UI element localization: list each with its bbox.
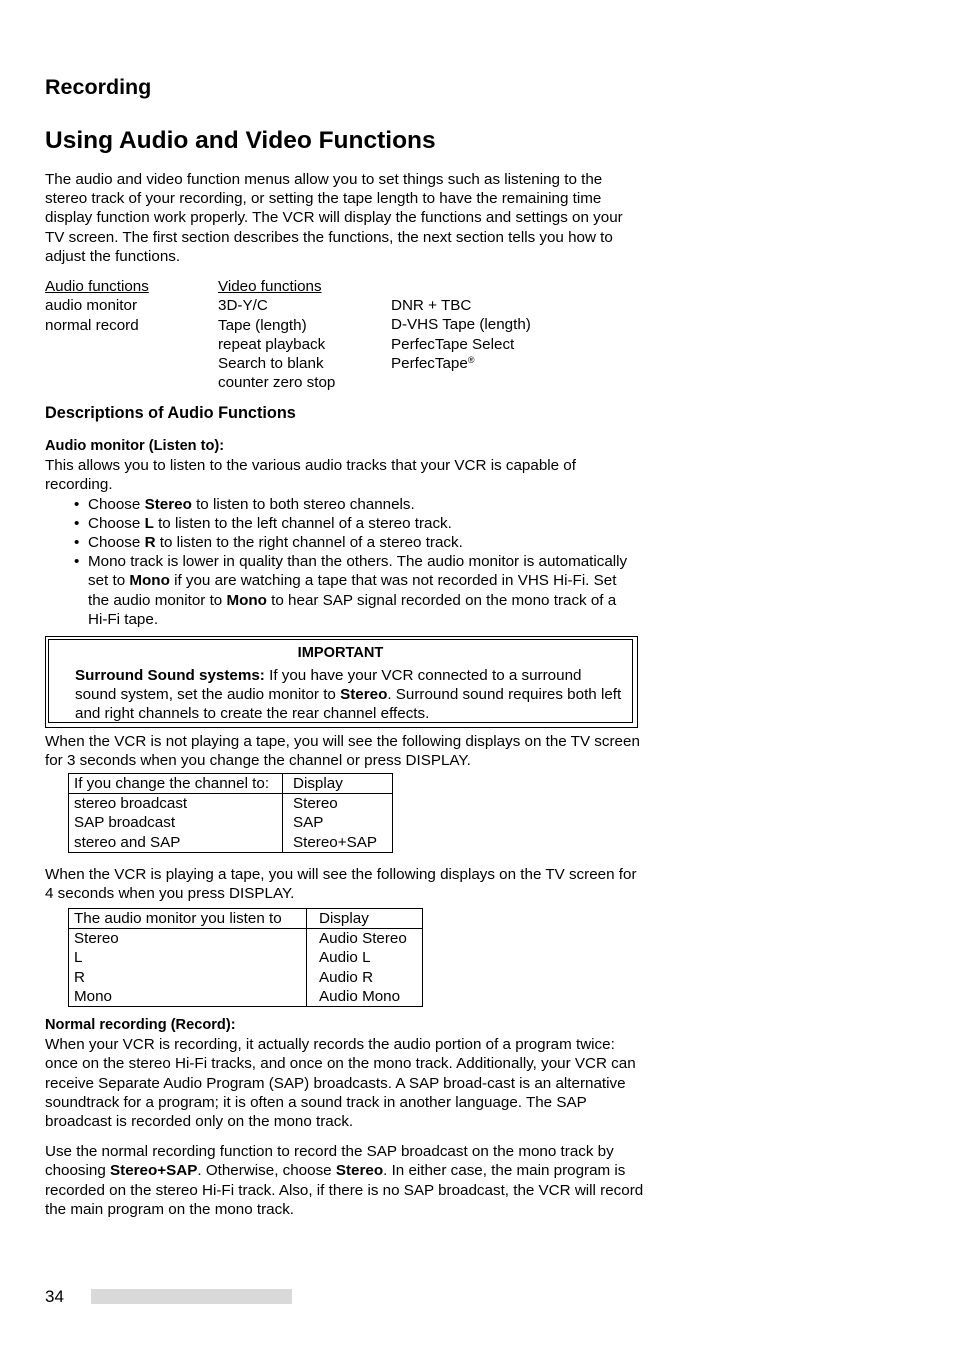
text: . Surround sound requires both left and right channels to create the rear channel effects. xyxy=(75,686,622,723)
bold-text: Stereo xyxy=(340,686,388,704)
list-item: DNR + TBC xyxy=(391,297,472,314)
video-functions-list xyxy=(218,277,335,393)
text: to listen to the right channel of a stereo track. xyxy=(155,534,463,552)
audio-functions-heading: Audio functions xyxy=(45,278,149,295)
important-body xyxy=(75,666,625,724)
table-cell: SAP xyxy=(293,814,324,832)
text: to listen to the left channel of a stereo track. xyxy=(153,514,452,532)
text: to listen to both stereo channels. xyxy=(191,495,415,513)
table-header-cell: The audio monitor you listen to xyxy=(69,909,307,929)
table-cell: Mono xyxy=(69,987,307,1007)
table-cell: Stereo+SAP xyxy=(293,833,378,851)
list-item xyxy=(391,354,531,373)
page-title: Using Audio and Video Functions xyxy=(45,127,436,154)
normal-recording-heading: Normal recording (Record): xyxy=(45,1017,236,1033)
audio-monitor-heading: Audio monitor (Listen to): xyxy=(45,438,225,454)
not-playing-paragraph: When the VCR is not playing a tape, you will see the following displays on the TV screen for 3 seconds when you change the channel or press DISPLAY. xyxy=(45,733,640,770)
page-number: 34 xyxy=(45,1287,64,1306)
bold-text: R xyxy=(144,534,156,552)
table-cell: Stereo xyxy=(69,929,307,949)
table-row xyxy=(69,833,393,853)
list-item: Search to blank xyxy=(218,355,324,373)
normal-recording-paragraph: When your VCR is recording, it actually records the audio portion of a program twice: once on the stereo Hi-Fi tracks, and once on the mono track. Additionally, your VCR can receive Separate Audio Program (SAP) broadcasts. A SAP broad-cast is an alternative soundtrack for a program; it is often a sound track in another language. The SAP broadcast is recorded only on the mono track. xyxy=(45,1036,636,1131)
playback-display-table xyxy=(68,908,423,1007)
list-item: audio monitor xyxy=(45,297,138,315)
table-cell: L xyxy=(69,948,307,967)
bold-text: Stereo xyxy=(335,1162,384,1180)
list-item: counter zero stop xyxy=(218,374,336,392)
bold-text: Surround Sound systems: xyxy=(75,667,265,684)
table-row xyxy=(69,948,423,967)
list-item: Tape (length) xyxy=(218,316,307,334)
table-row xyxy=(69,987,423,1007)
list-item: normal record xyxy=(45,316,139,334)
table-cell: stereo broadcast xyxy=(69,794,283,814)
text: Mono track is lower in quality than the others. The audio monitor is automatically set to xyxy=(88,553,628,590)
bold-text: Mono xyxy=(226,591,267,609)
audio-functions-list xyxy=(45,277,149,335)
table-cell: Audio Mono xyxy=(319,987,401,1005)
text: . Otherwise, choose xyxy=(197,1162,336,1180)
audio-monitor-bullets xyxy=(45,495,637,629)
table-header-row xyxy=(69,909,423,929)
list-item xyxy=(45,495,637,514)
list-item-text: PerfecTape xyxy=(391,354,468,372)
table-header-cell: Display xyxy=(307,909,423,929)
table-row xyxy=(69,929,423,949)
table-cell: SAP broadcast xyxy=(69,813,283,832)
bold-text: Stereo xyxy=(144,495,192,513)
descriptions-heading: Descriptions of Audio Functions xyxy=(45,404,296,422)
list-item xyxy=(45,552,637,629)
table-row xyxy=(69,968,423,987)
text: Use the normal recording function to record the SAP broadcast on the mono track by choosing xyxy=(45,1143,614,1180)
text: to hear SAP signal recorded on the mono track of a Hi-Fi tape. xyxy=(88,591,617,628)
table-header-cell: Display xyxy=(283,774,393,794)
normal-recording-section xyxy=(45,1016,645,1219)
list-item: D-VHS Tape (length) xyxy=(391,316,531,334)
table-cell: stereo and SAP xyxy=(69,833,283,853)
audio-monitor-intro: This allows you to listen to the various audio tracks that your VCR is capable of recording. xyxy=(45,457,576,494)
list-item: repeat playback xyxy=(218,335,326,353)
intro-paragraph: The audio and video function menus allow you to set things such as listening to the stereo track of your recording, or setting the tape length to have the remaining time display function work properly. The VCR will display the functions and settings on your TV screen. The first section describes the functions, the next section tells you how to adjust the functions. xyxy=(45,171,623,265)
table-cell: Audio L xyxy=(319,949,371,967)
text: Choose xyxy=(88,514,145,532)
list-item xyxy=(45,514,637,533)
table-cell: Stereo xyxy=(293,795,338,813)
bold-text: Mono xyxy=(129,572,170,590)
video-functions-list-2 xyxy=(391,296,531,373)
table-header-cell: If you change the channel to: xyxy=(69,774,283,794)
video-functions-heading: Video functions xyxy=(218,278,322,295)
table-row xyxy=(69,794,393,814)
table-row xyxy=(69,813,393,832)
text: If you have your VCR connected to a surround sound system, set the audio monitor to xyxy=(75,667,582,704)
bold-text: L xyxy=(144,514,154,532)
text: Choose xyxy=(88,495,145,513)
important-title: IMPORTANT xyxy=(297,645,384,661)
important-box xyxy=(45,636,638,728)
bold-text: Stereo+SAP xyxy=(110,1162,198,1180)
table-cell: Audio R xyxy=(319,968,374,986)
playing-paragraph: When the VCR is playing a tape, you will see the following displays on the TV screen for 4 seconds when you press DISPLAY. xyxy=(45,866,637,903)
audio-monitor-section xyxy=(45,437,645,629)
table-cell: R xyxy=(69,968,307,987)
table-cell: Audio Stereo xyxy=(319,930,407,948)
list-item: PerfecTape Select xyxy=(391,335,515,353)
normal-recording-paragraph-2 xyxy=(45,1142,645,1219)
footer-bar xyxy=(91,1289,292,1304)
channel-display-table xyxy=(68,773,393,853)
table-header-row xyxy=(69,774,393,794)
registered-mark: ® xyxy=(467,354,475,365)
list-item: 3D-Y/C xyxy=(218,297,268,315)
important-box-inner xyxy=(48,639,633,723)
section-heading: Recording xyxy=(45,75,152,99)
text: . In either case, the main program is recorded on the stereo Hi-Fi track. Also, if there is no SAP broadcast, the VCR will record the main program on the mono track. xyxy=(45,1162,644,1218)
text: if you are watching a tape that was not recorded in VHS Hi-Fi. Set the audio monitor to xyxy=(88,572,617,609)
text: Choose xyxy=(88,534,145,552)
list-item xyxy=(45,533,637,552)
